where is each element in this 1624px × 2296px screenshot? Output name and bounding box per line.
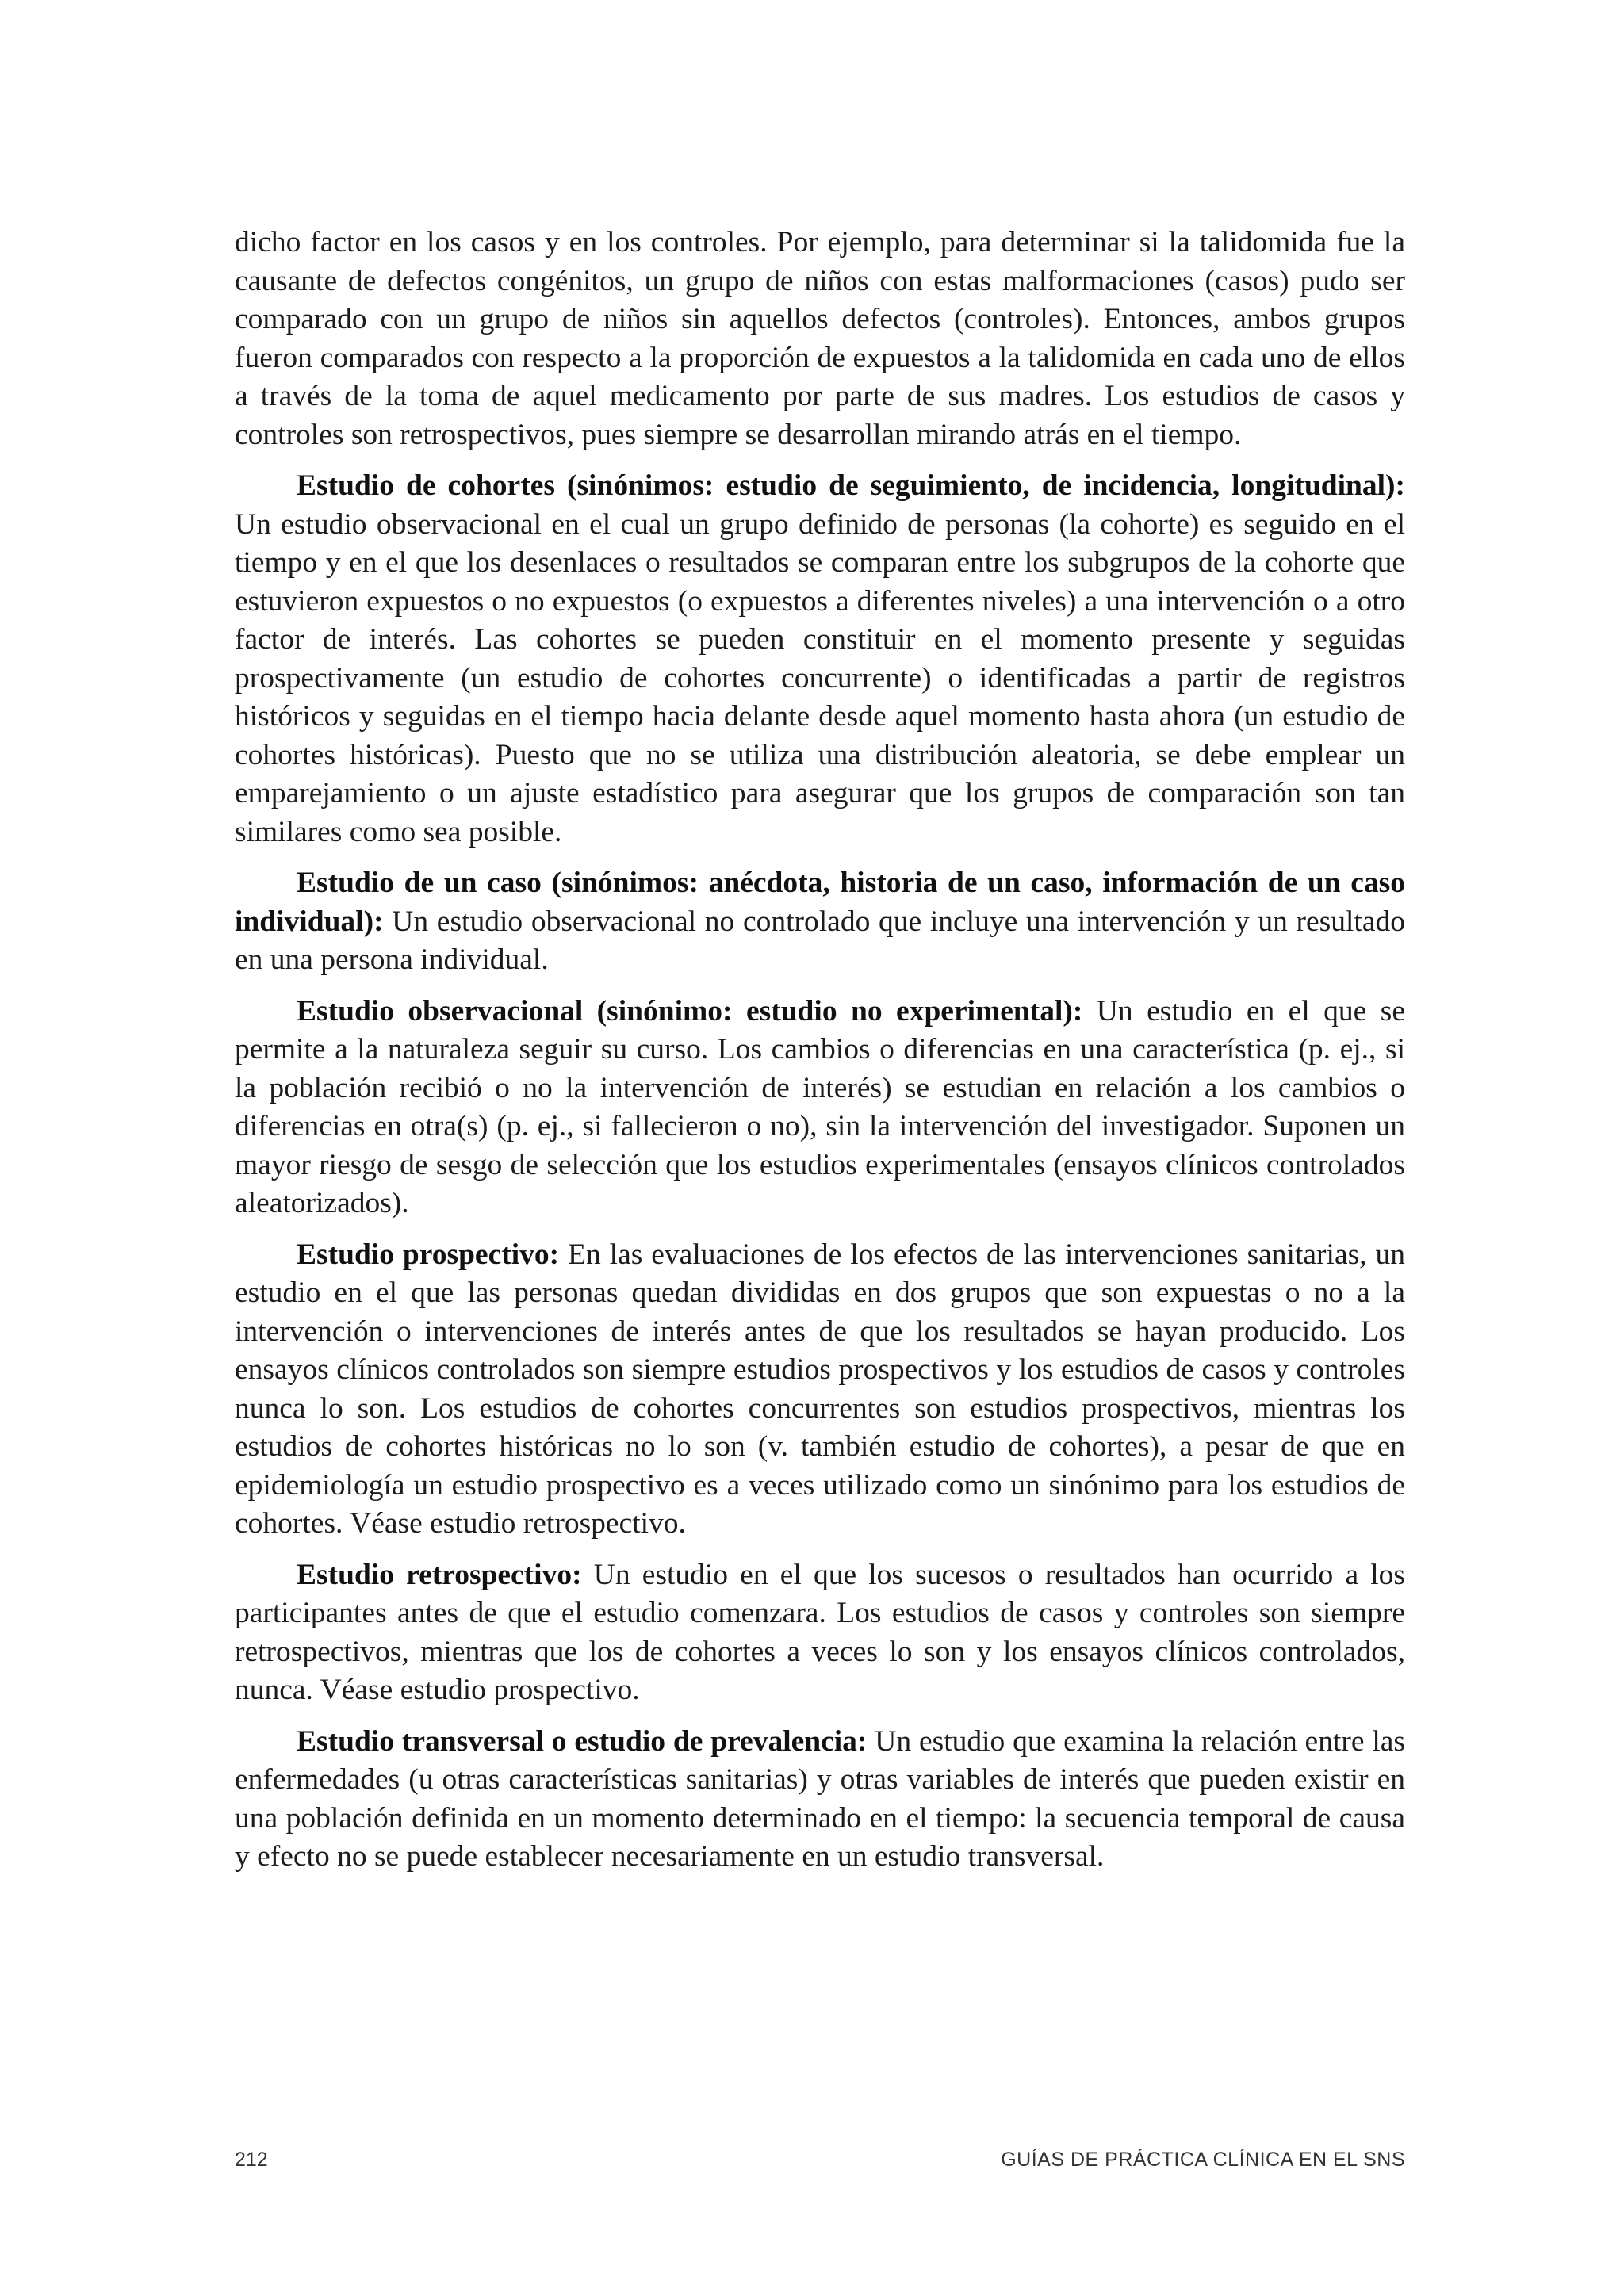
glossary-entry-estudio-transversal — [235, 1723, 1405, 1877]
glossary-definition: Un estudio que examina la relación entre las enfermedades (u otras características sanitarias) y otras variables de interés que pueden existir en una población definida en un momento determinado en el tiempo: la secuencia temporal de causa y efecto no se puede establecer necesariamente en un estudio transversal. — [235, 1724, 1405, 1873]
glossary-entry-estudio-prospectivo — [235, 1236, 1405, 1544]
glossary-term: Estudio prospectivo: — [297, 1238, 560, 1271]
glossary-term: Estudio retrospectivo: — [297, 1558, 582, 1591]
page-number: 212 — [235, 2149, 268, 2171]
page-footer — [235, 2149, 1405, 2180]
glossary-definition: Un estudio en el que se permite a la naturaleza seguir su curso. Los cambios o diferencias en una característica (p. ej., si la población recibió o no la intervención de interés) se estudian en relación a los cambios o diferencias en otra(s) (p. ej., si fallecieron o no), sin la intervención del investigador. Suponen un mayor riesgo de sesgo de selección que los estudios experimentales (ensayos clínicos controlados aleatorizados). — [235, 994, 1405, 1219]
glossary-term: Estudio observacional (sinónimo: estudio no experimental): — [297, 994, 1083, 1027]
glossary-body — [235, 224, 1405, 1889]
glossary-entry-estudio-retrospectivo — [235, 1556, 1405, 1710]
glossary-definition: Un estudio en el que los sucesos o resultados han ocurrido a los participantes antes de que el estudio comenzara. Los estudios de casos y controles son siempre retrospectivos, mientras que los de cohortes a veces lo son y los ensayos clínicos controlados, nunca. Véase estudio prospectivo. — [235, 1558, 1406, 1706]
glossary-entry-estudio-observacional — [235, 993, 1405, 1223]
glossary-term: Estudio transversal o estudio de prevalencia: — [297, 1724, 868, 1758]
glossary-definition: En las evaluaciones de los efectos de las intervenciones sanitarias, un estudio en el que las personas quedan divididas en dos grupos que son expuestas o no a la intervención o intervenciones de interés antes de que los resultados se hayan producido. Los ensayos clínicos controlados son siempre estudios prospectivos y los estudios de casos y controles nunca lo son. Los estudios de cohortes concurrentes son estudios prospectivos, mientras los estudios de cohortes históricas no lo son (v. también estudio de cohortes), a pesar de que en epidemiología un estudio prospectivo es a veces utilizado como un sinónimo para los estudios de cohortes. Véase estudio retrospectivo. — [235, 1238, 1406, 1540]
glossary-definition: Un estudio observacional no controlado que incluye una intervención y un resultado en una persona individual. — [235, 905, 1405, 976]
intro-paragraph: dicho factor en los casos y en los controles. Por ejemplo, para determinar si la talidomida fue la causante de defectos congénitos, un grupo de niños con estas malformaciones (casos) pudo ser comparado con un grupo de niños sin aquellos defectos (controles). Entonces, ambos grupos fueron comparados con respecto a la proporción de expuestos a la talidomida en cada uno de ellos a través de la toma de aquel medicamento por parte de sus madres. Los estudios de casos y controles son retrospectivos, pues siempre se desarrollan mirando atrás en el tiempo. — [235, 226, 1405, 451]
glossary-term: Estudio de cohortes (sinónimos: estudio de seguimiento, de incidencia, longitudinal): — [297, 469, 1405, 502]
glossary-entry-estudio-de-cohortes — [235, 467, 1405, 851]
glossary-entry-estudio-de-un-caso — [235, 864, 1405, 980]
glossary-definition: Un estudio observacional en el cual un grupo definido de personas (la cohorte) es seguido en el tiempo y en el que los desenlaces o resultados se comparan entre los subgrupos de la cohorte que estuvieron expuestos o no expuestos (o expuestos a diferentes niveles) a una intervención o a otro factor de interés. Las cohortes se pueden constituir en el momento presente y seguidas prospectivamente (un estudio de cohortes concurrente) o identificadas a partir de registros históricos y seguidas en el tiempo hacia delante desde aquel momento hasta ahora (un estudio de cohortes históricas). Puesto que no se utiliza una distribución aleatoria, se debe emplear un emparejamiento o un ajuste estadístico para asegurar que los grupos de comparación son tan similares como sea posible. — [235, 507, 1405, 848]
running-title: GUÍAS DE PRÁCTICA CLÍNICA EN EL SNS — [1001, 2149, 1405, 2171]
glossary-term: Estudio de un caso (sinónimos: anécdota, historia de un caso, información de un caso individual): — [235, 867, 1405, 938]
